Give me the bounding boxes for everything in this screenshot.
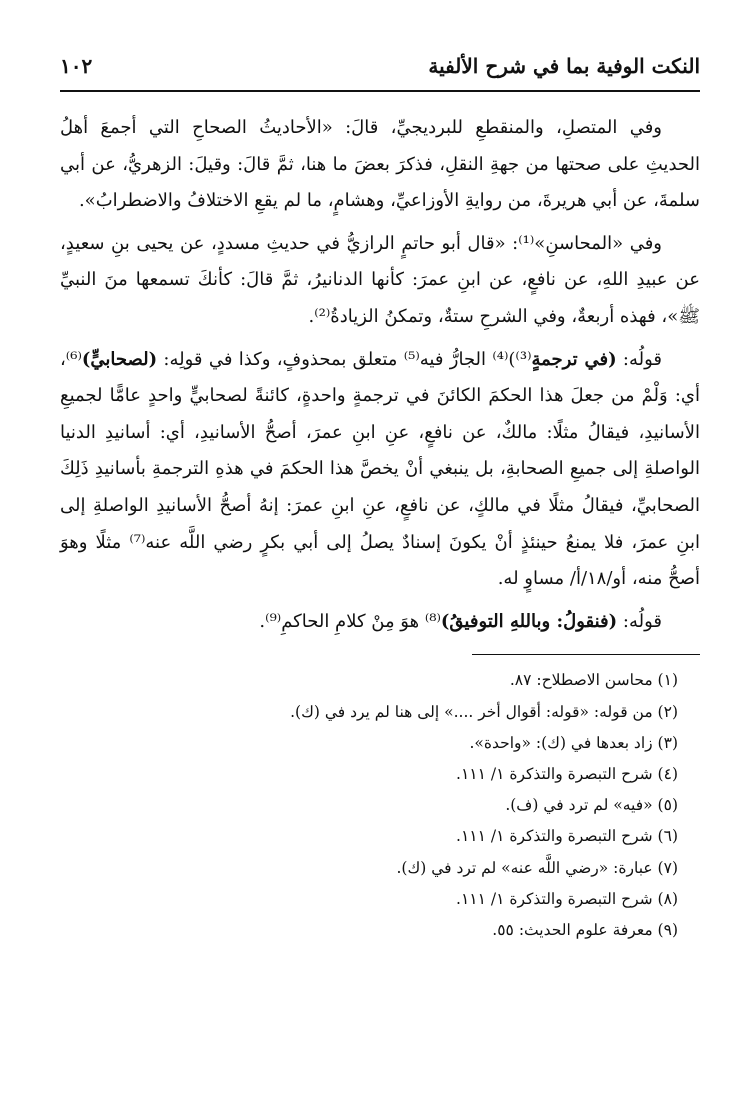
text-segment: وفي «المحاسنِ»⁽¹⁾: «قال أبو حاتمٍ الرازيُّ في حديثِ مسددٍ، عن يحيى بنِ سعيدٍ، عن عبيدِ اللهِ، عن نافعٍ، عن ابنِ عمرَ: كأنها الدنانيرُ، ثمَّ قالَ: كأنكَ تسمعها منَ النبيِّ ﷺ»، فهذه أربعةٌ، وفي الشرحِ ستةٌ، وتمكنُ الزيادةُ⁽²⁾.	[60, 232, 700, 327]
text-segment: قولُه:	[616, 348, 662, 370]
main-text	[60, 110, 700, 640]
running-title: النكت الوفية بما في شرح الألفية	[428, 54, 700, 78]
quoted-matn: (فنقولُ: وباللهِ التوفيقُ)	[440, 610, 618, 632]
text-segment: قولُه:	[617, 610, 662, 632]
paragraph	[60, 342, 700, 598]
footnotes	[60, 665, 678, 946]
quoted-matn: (في ترجمةٍ	[531, 348, 617, 370]
footnote-separator	[472, 654, 700, 655]
footnote: (٦) شرح التبصرة والتذكرة ١/ ١١١.	[456, 827, 678, 846]
text-segment: ⁽⁸⁾ هوَ مِنْ كلامِ الحاكمِ⁽⁹⁾.	[259, 610, 441, 632]
footnote: (٨) شرح التبصرة والتذكرة ١/ ١١١.	[456, 889, 678, 908]
paragraph	[60, 604, 700, 641]
paragraph	[60, 226, 700, 336]
text-segment: ⁽⁶⁾، أي: وَلْمْ من جعلَ هذا الحكمَ الكائنَ في ترجمةٍ واحدةٍ، كائنةً لصحابيٍّ واحدٍ عامًّا لجميعِ الأسانيدِ، فيقالُ مثلًا: مالكٌ، عن نافعٍ، عنِ ابنِ عمرَ، أصحُّ الأسانيدِ، أي: أسانيدِ الدنيا الواصلةِ إلى جميعِ الصحابةِ، بل ينبغي أنْ يخصَّ هذا الحكمَ في هذهِ الترجمةِ بأسانيدِ ذَلِكَ الصحابيِّ، فيقالُ مثلًا في مالكٍ، عن نافعٍ، عنِ ابنِ عمرَ: إنهُ أصحُّ الأسانيدِ الواصلةِ إلى ابنِ عمرَ، فلا يمنعُ حينئذٍ أنْ يكونَ إسنادٌ يصلُ إلى أبي بكرٍ رضي اللَّه عنه⁽⁷⁾ مثلًا وهوَ أصحُّ منه، أو/١٨/أ/ مساوٍ له.	[60, 348, 700, 590]
footnote: (٤) شرح التبصرة والتذكرة ١/ ١١١.	[456, 764, 678, 783]
footnote: (٩) معرفة علوم الحديث: ٥٥.	[492, 920, 678, 939]
footnote: (٥) «فيه» لم ترد في (ف).	[505, 796, 678, 815]
quoted-matn: (لصحابيٍّ)	[81, 348, 158, 370]
page-number: ١٠٢	[60, 54, 93, 78]
text-segment: ⁽³⁾)⁽⁴⁾ الجارُّ فيه⁽⁵⁾ متعلق بمحذوفٍ، وكذا في قولِه:	[157, 348, 532, 370]
footnote: (٢) من قوله: «قوله: أقوال أخر ....» إلى هنا لم يرد في (ك).	[290, 702, 678, 721]
paragraph	[60, 110, 700, 220]
running-header	[60, 40, 700, 92]
footnote: (٧) عبارة: «رضي اللَّه عنه» لم ترد في (ك).	[396, 858, 678, 877]
book-page	[60, 40, 700, 1080]
footnote: (٣) زاد بعدها في (ك): «واحدة».	[469, 733, 678, 752]
text-segment: وفي المتصلِ، والمنقطعِ للبرديجيِّ، قالَ: «الأحاديثُ الصحاحِ التي أجمعَ أهلُ الحديثِ على صحتها من جهةِ النقلِ، فذكرَ بعضَ ما هنا، ثمَّ قالَ: وقيلَ: الزهريُّ، عن أبي سلمةَ، عن أبي هريرةَ، من روايةِ الأوزاعيِّ، وهشامٍ، ما لم يقعِ الاختلافُ والاضطرابُ».	[60, 117, 700, 212]
footnote: (١) محاسن الاصطلاح: ٨٧.	[509, 671, 678, 690]
